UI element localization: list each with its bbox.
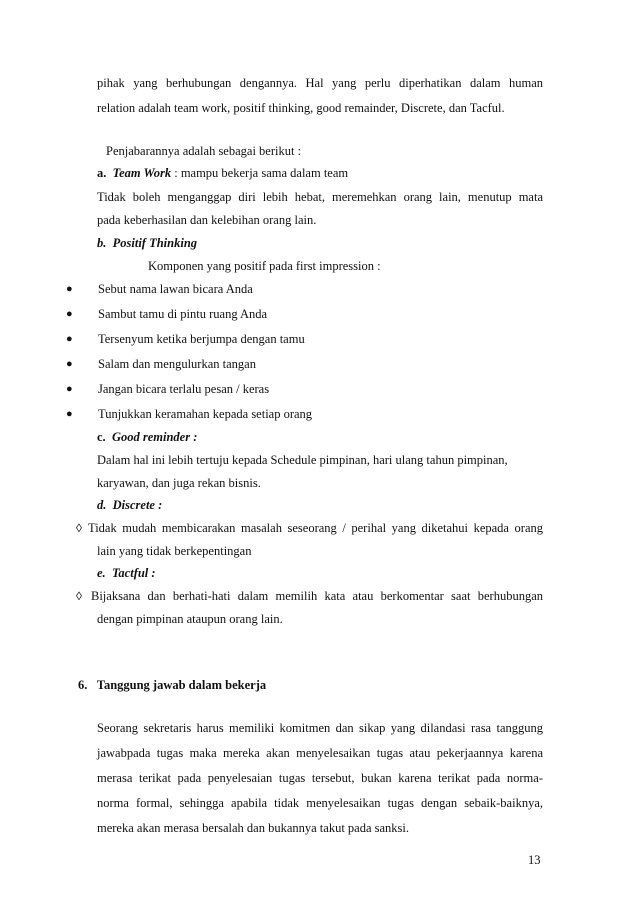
bullet-icon: ● [66, 383, 73, 395]
team-work-body-1: Tidak boleh menganggap diri lebih hebat, meremehkan orang lain, menutup mata [97, 190, 543, 204]
section-6-line-1: Seorang sekretaris harus memiliki komitmen dan sikap yang dilandasi rasa tanggung [97, 721, 543, 735]
penjabaran-text: Penjabarannya adalah sebagai berikut : [106, 144, 302, 158]
section-6-line-2: jawabpada tugas maka mereka akan menyelesaikan tugas atau pekerjaannya karena [97, 746, 543, 760]
bullet-item-2: Sambut tamu di pintu ruang Anda [98, 307, 268, 321]
section-6-number: 6. [78, 678, 88, 692]
good-reminder-body-1: Dalam hal ini lebih tertuju kepada Schedule pimpinan, hari ulang tahun pimpinan, [97, 453, 508, 467]
discrete-marker: d. [97, 498, 107, 512]
intro-line-1: pihak yang berhubungan dengannya. Hal yang perlu diperhatikan dalam human [97, 76, 543, 90]
tactful-marker: e. [97, 566, 106, 580]
team-work-heading [97, 166, 348, 181]
section-6-line-3: merasa terikat pada penyelesaian tugas tersebut, bukan karena terikat pada norma- [97, 771, 543, 785]
bullet-icon: ● [66, 283, 73, 295]
good-reminder-title: Good reminder : [111, 430, 198, 444]
bullet-icon: ● [66, 333, 73, 345]
bullet-icon: ● [66, 358, 73, 370]
positif-title: Positif Thinking [112, 236, 198, 250]
team-work-rest: : mampu bekerja sama dalam team [171, 166, 349, 180]
bullet-icon: ● [66, 408, 73, 420]
section-6-title: Tanggung jawab dalam bekerja [96, 678, 267, 692]
bullet-icon: ● [66, 308, 73, 320]
good-reminder-body-2: karyawan, dan juga rekan bisnis. [97, 476, 261, 490]
team-work-title: Team Work [112, 166, 172, 180]
discrete-heading [97, 498, 162, 513]
bullet-item-5: Jangan bicara terlalu pesan / keras [98, 382, 270, 396]
discrete-title: Discrete : [112, 498, 163, 512]
tactful-body-2: dengan pimpinan ataupun orang lain. [97, 612, 283, 626]
discrete-body-2: lain yang tidak berkepentingan [97, 544, 252, 558]
team-work-marker: a. [97, 166, 107, 180]
good-reminder-heading [97, 430, 197, 445]
bullet-item-6: Tunjukkan keramahan kepada setiap orang [98, 407, 313, 421]
bullet-item-3: Tersenyum ketika berjumpa dengan tamu [98, 332, 305, 346]
positif-marker: b. [97, 236, 107, 250]
section-6-line-5: mereka akan merasa bersalah dan bukannya takut pada sanksi. [97, 821, 410, 835]
discrete-body-1: Tidak mudah membicarakan masalah seseorang / perihal yang diketahui kepada orang [88, 521, 543, 535]
intro-line-2: relation adalah team work, positif thinking, good remainder, Discrete, dan Tacful. [97, 101, 505, 115]
positif-heading [97, 236, 197, 251]
diamond-icon: ◊ [76, 589, 82, 603]
team-work-body-2: pada keberhasilan dan kelebihan orang lain. [97, 213, 317, 227]
bullet-item-1: Sebut nama lawan bicara Anda [98, 282, 253, 296]
tactful-title: Tactful : [111, 566, 156, 580]
tactful-heading [97, 566, 156, 581]
section-6-line-4: norma formal, sehingga apabila tidak menyelesaikan tugas dengan sebaik-baiknya, [97, 796, 543, 810]
diamond-icon: ◊ [76, 521, 82, 535]
page-number: 13 [528, 853, 541, 867]
bullet-item-4: Salam dan mengulurkan tangan [98, 357, 256, 371]
section-6-heading [78, 678, 266, 693]
positif-intro: Komponen yang positif pada first impression : [148, 259, 381, 273]
tactful-body-1: Bijaksana dan berhati-hati dalam memilih kata atau berkomentar saat berhubungan [91, 589, 543, 603]
good-reminder-marker: c. [97, 430, 106, 444]
